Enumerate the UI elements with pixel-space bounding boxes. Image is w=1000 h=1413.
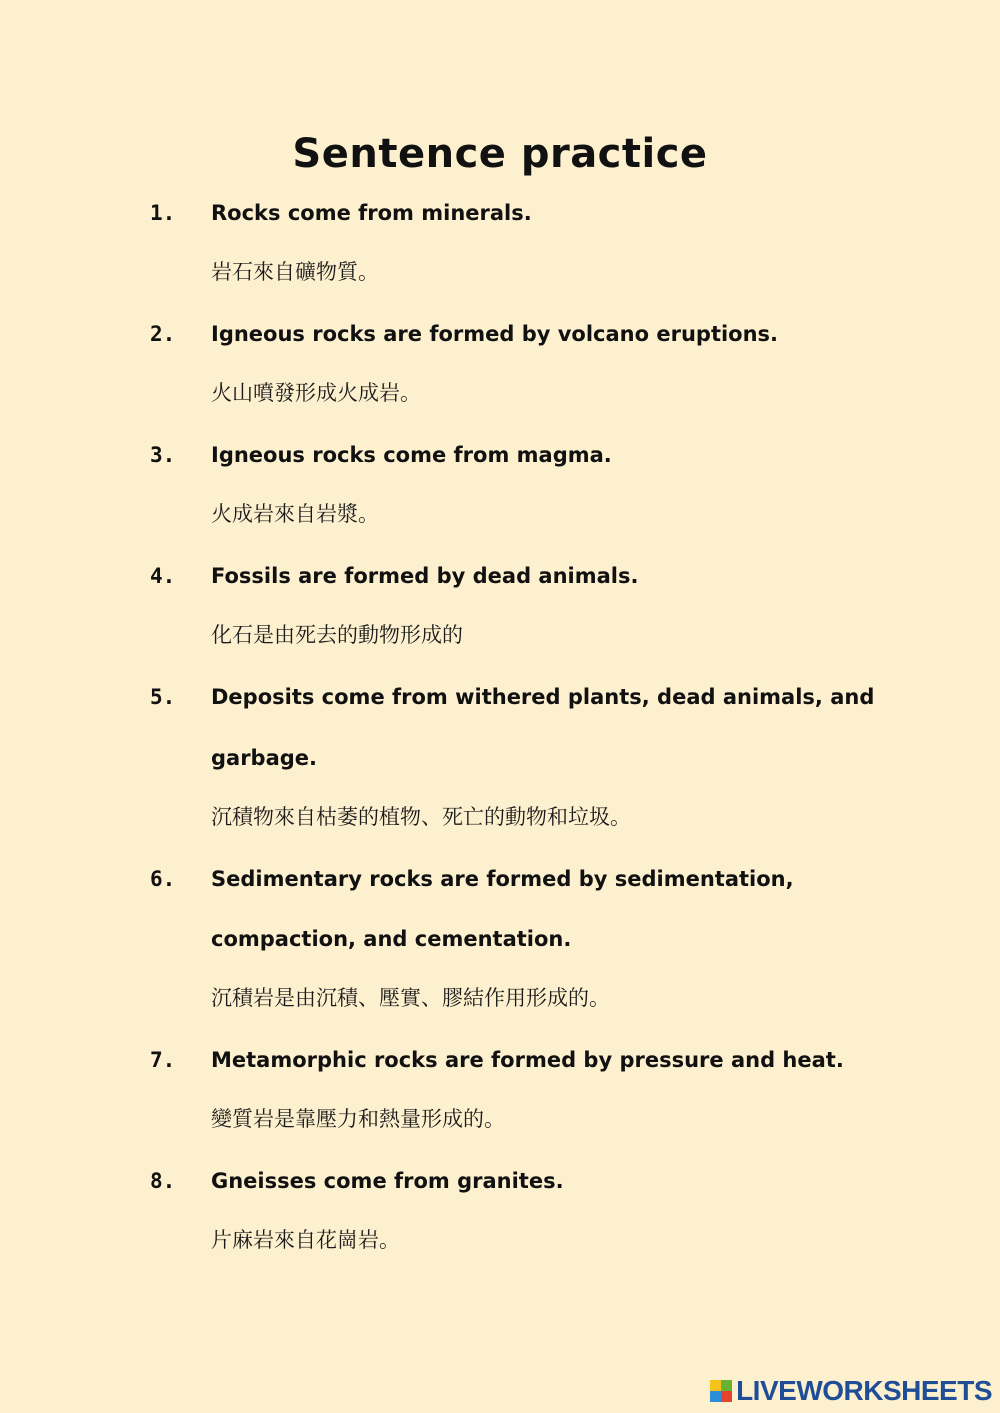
chinese-translation: 片麻岩來自花崗岩。: [211, 1228, 400, 1252]
item-number: 1.: [150, 201, 176, 225]
chinese-translation: 沉積岩是由沉積、壓實、膠結作用形成的。: [211, 986, 610, 1010]
item-number: 4.: [150, 564, 176, 588]
liveworksheets-brand[interactable]: [710, 1375, 992, 1407]
liveworksheets-logo-icon: [710, 1380, 732, 1402]
logo-square-green: [721, 1380, 732, 1391]
item-number: 8.: [150, 1169, 176, 1193]
item-number: 7.: [150, 1048, 176, 1072]
chinese-translation: 化石是由死去的動物形成的: [211, 623, 463, 647]
english-sentence: Fossils are formed by dead animals.: [211, 564, 639, 588]
logo-square-red: [721, 1391, 732, 1402]
logo-square-yellow: [710, 1380, 721, 1391]
english-sentence: Igneous rocks come from magma.: [211, 443, 612, 467]
english-sentence: Sedimentary rocks are formed by sedimentation,: [211, 867, 794, 891]
english-sentence: Rocks come from minerals.: [211, 201, 532, 225]
english-sentence: Deposits come from withered plants, dead animals, and: [211, 685, 875, 709]
logo-square-blue: [710, 1391, 721, 1402]
item-number: 3.: [150, 443, 176, 467]
item-number: 6.: [150, 867, 176, 891]
item-number: 2.: [150, 322, 176, 346]
english-sentence-continued: garbage.: [211, 746, 318, 770]
english-sentence: Igneous rocks are formed by volcano eruptions.: [211, 322, 779, 346]
english-sentence: Metamorphic rocks are formed by pressure and heat.: [211, 1048, 844, 1072]
chinese-translation: 火山噴發形成火成岩。: [211, 381, 421, 405]
page-title: Sentence practice: [292, 131, 708, 177]
english-sentence: Gneisses come from granites.: [211, 1169, 564, 1193]
english-sentence-continued: compaction, and cementation.: [211, 927, 572, 951]
chinese-translation: 變質岩是靠壓力和熱量形成的。: [211, 1107, 505, 1131]
chinese-translation: 火成岩來自岩漿。: [211, 502, 379, 526]
brand-text: LIVEWORKSHEETS: [736, 1375, 992, 1406]
item-number: 5.: [150, 685, 176, 709]
chinese-translation: 沉積物來自枯萎的植物、死亡的動物和垃圾。: [211, 805, 631, 829]
chinese-translation: 岩石來自礦物質。: [211, 260, 379, 284]
